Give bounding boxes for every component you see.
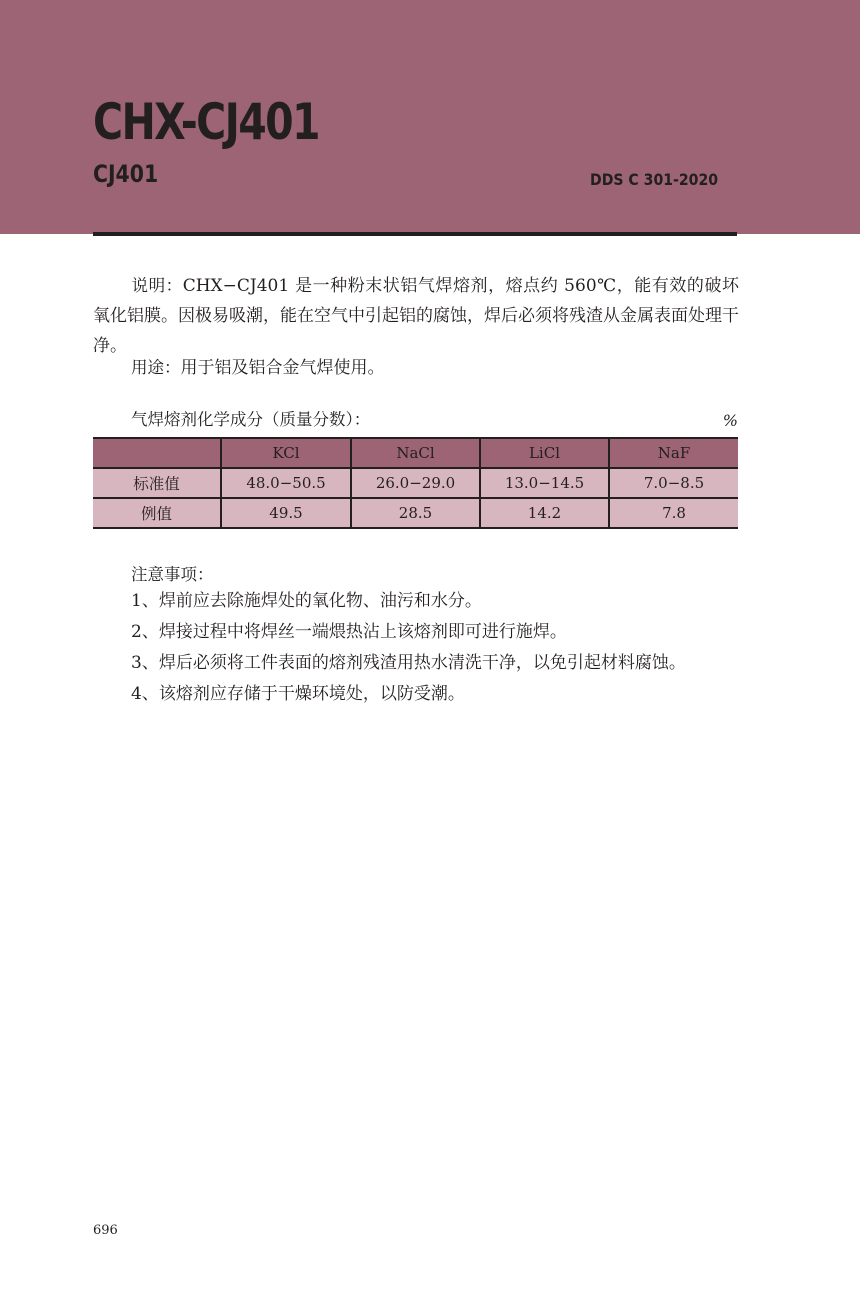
table-cell: 14.2 (480, 498, 609, 528)
note-item: 1、焊前应去除施焊处的氧化物、油污和水分。 (131, 591, 482, 611)
usage-label: 用途： (131, 358, 181, 377)
note-item: 4、该熔剂应存储于干燥环境处，以防受潮。 (131, 684, 465, 704)
table-row (93, 468, 738, 498)
composition-table-title: 气焊熔剂化学成分（质量分数）： (131, 410, 371, 429)
description-text: CHX−CJ401 是一种粉末状铝气焊熔剂，熔点约 560℃，能有效的破坏氧化铝膜。因极易吸潮，能在空气中引起铝的腐蚀，焊后必须将残渣从金属表面处理干净。 (93, 276, 739, 356)
page-number: 696 (93, 1223, 118, 1238)
table-header-cell: NaF (609, 438, 738, 468)
table-cell: 48.0−50.5 (221, 468, 351, 498)
table-cell: 13.0−14.5 (480, 468, 609, 498)
table-header-cell: LiCl (480, 438, 609, 468)
description-label: 说明： (131, 276, 183, 295)
table-row-label: 标准值 (93, 468, 221, 498)
table-cell: 28.5 (351, 498, 480, 528)
table-row (93, 498, 738, 528)
note-item: 2、焊接过程中将焊丝一端煨热沾上该熔剂即可进行施焊。 (131, 622, 567, 642)
standard-number: DDS C 301-2020 (590, 170, 719, 189)
table-header-cell (93, 438, 221, 468)
table-header-cell: NaCl (351, 438, 480, 468)
usage-text: 用于铝及铝合金气焊使用。 (180, 358, 385, 378)
product-code-title: CHX-CJ401 (93, 93, 319, 151)
table-row-label: 例值 (93, 498, 221, 528)
table-cell: 26.0−29.0 (351, 468, 480, 498)
composition-table (93, 437, 738, 529)
table-header-cell: KCl (221, 438, 351, 468)
notes-heading: 注意事项： (131, 565, 214, 584)
description-paragraph (93, 271, 739, 361)
product-short-name: CJ401 (93, 160, 159, 188)
table-cell: 49.5 (221, 498, 351, 528)
header-divider (93, 232, 737, 236)
table-header-row (93, 438, 738, 468)
table-cell: 7.0−8.5 (609, 468, 738, 498)
usage-paragraph (93, 353, 739, 383)
composition-unit: % (722, 411, 738, 430)
notes-list (93, 586, 739, 710)
table-cell: 7.8 (609, 498, 738, 528)
note-item: 3、焊后必须将工件表面的熔剂残渣用热水清洗干净，以免引起材料腐蚀。 (131, 653, 686, 673)
